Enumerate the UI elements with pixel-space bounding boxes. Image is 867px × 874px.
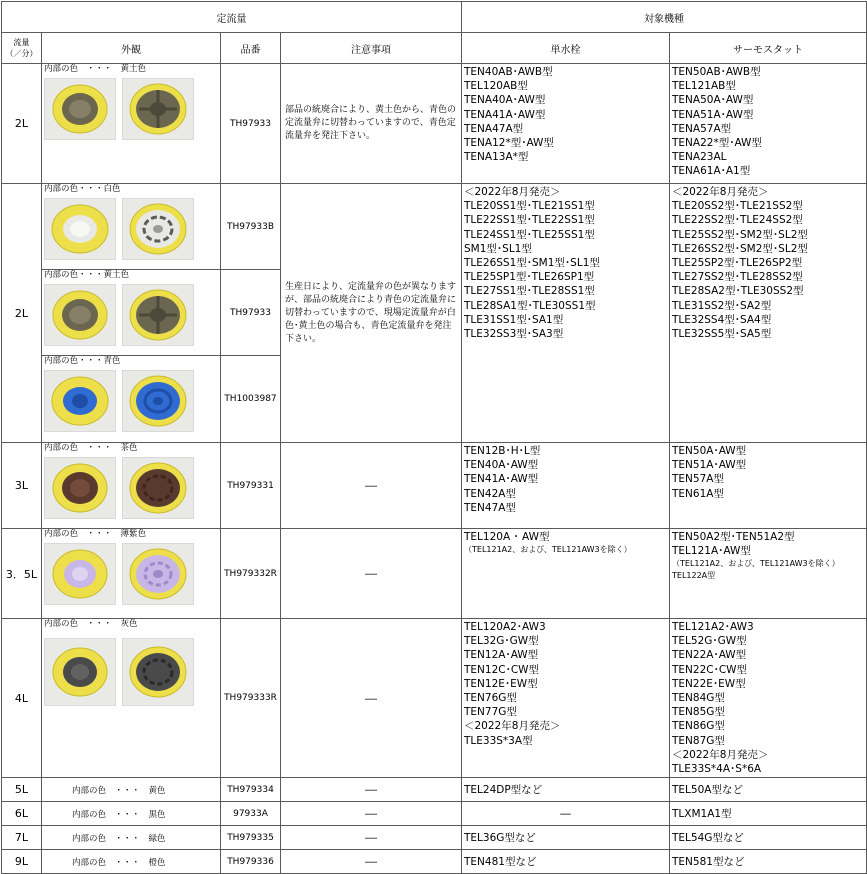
notes-cell: 生産日により、定流量弁の色が異なりますが、部品の統廃合により青色の定流量弁に切替わっていますので、現場定流量弁が白色･黄土色の場合も、青色定流量弁を発注下さい。 bbox=[281, 184, 462, 443]
flow-rate-cell: 6L bbox=[2, 802, 42, 826]
flow-rate-cell: 3L bbox=[2, 443, 42, 529]
valve-photo-back bbox=[122, 284, 194, 346]
part-number-cell: TH979332R bbox=[221, 529, 281, 619]
appearance-cell bbox=[42, 619, 221, 778]
model-item: TENA12*型･AW型 bbox=[464, 137, 554, 150]
part-number-cell: TH979333R bbox=[221, 619, 281, 778]
model-item: TEL120AB型 bbox=[464, 80, 528, 93]
model-item: TEN41A･AW型 bbox=[464, 473, 539, 486]
flow-rate-cell: 2L bbox=[2, 184, 42, 443]
model-item: TEN86G型 bbox=[672, 720, 725, 733]
single-faucet-models: TEL24DP型など bbox=[462, 778, 670, 802]
table-row bbox=[2, 64, 867, 184]
valve-photo-front bbox=[44, 198, 116, 260]
appearance-cell bbox=[42, 184, 221, 270]
table-row bbox=[2, 443, 867, 529]
notes-cell: － bbox=[281, 443, 462, 529]
notes-cell: － bbox=[281, 850, 462, 874]
model-item: TEN77G型 bbox=[464, 706, 517, 719]
inner-color-label: 内部の色・・・白色 bbox=[44, 184, 121, 194]
valve-photo-back bbox=[122, 198, 194, 260]
thermostat-models bbox=[670, 443, 867, 529]
model-item: TENA23AL bbox=[672, 151, 727, 164]
thermostat-models bbox=[670, 619, 867, 778]
model-item: TEN76G型 bbox=[464, 692, 517, 705]
thermostat-models: TEN581型など bbox=[670, 850, 867, 874]
model-item: TEN40A･AW型 bbox=[464, 459, 539, 472]
inner-color-label: 内部の色 ・・・ 茶色 bbox=[44, 443, 138, 453]
inner-color-label: 内部の色 ・・・ 橙色 bbox=[42, 850, 221, 874]
inner-color-label: 内部の色・・・青色 bbox=[44, 356, 121, 366]
flow-valve-table bbox=[1, 1, 867, 874]
flow-rate-cell: 7L bbox=[2, 826, 42, 850]
thermostat-models bbox=[670, 64, 867, 184]
valve-photo-back bbox=[122, 78, 194, 140]
table-row bbox=[2, 184, 867, 270]
inner-color-label: 内部の色 ・・・ 緑色 bbox=[42, 826, 221, 850]
model-item: TLE22SS2型･TLE24SS2型 bbox=[672, 214, 803, 227]
model-item: TLE28SA2型･TLE30SS2型 bbox=[672, 285, 804, 298]
part-number-cell: 97933A bbox=[221, 802, 281, 826]
valve-photo-front bbox=[44, 457, 116, 519]
model-item: TLE28SA1型･TLE30SS1型 bbox=[464, 299, 596, 312]
notes-cell: － bbox=[281, 619, 462, 778]
model-item: TLE20SS2型･TLE21SS2型 bbox=[672, 200, 803, 213]
model-item: TENA40A･AW型 bbox=[464, 94, 546, 107]
flow-rate-cell: 2L bbox=[2, 64, 42, 184]
header-flow-rate bbox=[2, 33, 42, 64]
model-item: TEN40AB･AWB型 bbox=[464, 66, 553, 78]
flow-rate-cell: 9L bbox=[2, 850, 42, 874]
appearance-cell bbox=[42, 356, 221, 443]
model-item: TEN50A･AW型 bbox=[672, 445, 747, 457]
part-number-cell: TH979331 bbox=[221, 443, 281, 529]
notes-cell: － bbox=[281, 778, 462, 802]
model-item: TEN85G型 bbox=[672, 706, 725, 719]
header-notes: 注意事項 bbox=[281, 33, 462, 64]
model-exclusion-note: （TEL121A2、および、TEL121AW3を除く） bbox=[464, 545, 632, 555]
model-item: TLE24SS1型･TLE25SS1型 bbox=[464, 228, 595, 241]
part-number-cell: TH979335 bbox=[221, 826, 281, 850]
single-faucet-models bbox=[462, 619, 670, 778]
inner-color-label: 内部の色 ・・・ 黒色 bbox=[42, 802, 221, 826]
model-item: SM1型･SL1型 bbox=[464, 242, 532, 255]
model-item: TEN22C･CW型 bbox=[672, 663, 748, 676]
inner-color-label: 内部の色・・・黄土色 bbox=[44, 270, 130, 280]
single-faucet-models bbox=[462, 529, 670, 619]
inner-color-label: 内部の色 ・・・ 灰色 bbox=[44, 619, 138, 629]
valve-photo-back bbox=[122, 370, 194, 432]
model-item: TLE32SS3型･SA3型 bbox=[464, 328, 564, 341]
thermostat-models: TLXM1A1型 bbox=[670, 802, 867, 826]
model-item: TEN12C･CW型 bbox=[464, 663, 540, 676]
model-item: TENA41A･AW型 bbox=[464, 108, 546, 121]
header-appearance: 外観 bbox=[42, 33, 221, 64]
notes-cell: 部品の統廃合により、黄土色から、青色の定流量弁に切替わっていますので、青色定流量弁を発注下さい。 bbox=[281, 64, 462, 184]
model-item: TENA57A型 bbox=[672, 122, 732, 135]
valve-photo-front bbox=[44, 284, 116, 346]
appearance-cell bbox=[42, 529, 221, 619]
valve-photo-back bbox=[122, 457, 194, 519]
single-faucet-models: TEN481型など bbox=[462, 850, 670, 874]
model-item: TEN12A･AW型 bbox=[464, 649, 539, 662]
thermostat-models bbox=[670, 184, 867, 443]
model-item: TLE26SS1型･SM1型･SL1型 bbox=[464, 257, 600, 270]
model-item: TEN50AB･AWB型 bbox=[672, 66, 761, 78]
part-number-cell: TH979336 bbox=[221, 850, 281, 874]
model-item: TENA50A･AW型 bbox=[672, 94, 754, 107]
model-item: TEL121A･AW型 bbox=[672, 545, 751, 558]
single-faucet-models: ― bbox=[462, 802, 670, 826]
model-item: TEN87G型 bbox=[672, 734, 725, 747]
notes-cell: － bbox=[281, 529, 462, 619]
model-item: TEN22A･AW型 bbox=[672, 649, 747, 662]
part-number-cell: TH979334 bbox=[221, 778, 281, 802]
model-exclusion-note: （TEL121A2、および、TEL121AW3を除く） bbox=[672, 559, 840, 569]
header-single-faucet: 単水栓 bbox=[462, 33, 670, 64]
model-item: ＜2022年8月発売＞ bbox=[672, 186, 769, 198]
model-item: TEN84G型 bbox=[672, 692, 725, 705]
model-item: TLE20SS1型･TLE21SS1型 bbox=[464, 200, 595, 213]
appearance-cell bbox=[42, 270, 221, 356]
model-item: TLE25SP2型･TLE26SP2型 bbox=[672, 257, 803, 270]
model-item: ＜2022年8月発売＞ bbox=[672, 748, 769, 761]
model-item: TENA22*型･AW型 bbox=[672, 137, 762, 150]
thermostat-models: TEL50A型など bbox=[670, 778, 867, 802]
inner-color-label: 内部の色 ・・・ 薄紫色 bbox=[44, 529, 147, 539]
model-item: TENA51A･AW型 bbox=[672, 108, 754, 121]
model-item: TLE31SS1型･SA1型 bbox=[464, 313, 564, 326]
valve-photo-front bbox=[44, 370, 116, 432]
thermostat-models bbox=[670, 529, 867, 619]
model-item: TLE32SS4型･SA4型 bbox=[672, 313, 772, 326]
model-item: TEL32G･GW型 bbox=[464, 635, 539, 648]
flow-rate-cell: 4L bbox=[2, 619, 42, 778]
model-item: TENA13A*型 bbox=[464, 151, 529, 164]
model-item: TLE33S*3A型 bbox=[464, 734, 533, 747]
model-item: TEN51A･AW型 bbox=[672, 459, 747, 472]
single-faucet-models bbox=[462, 184, 670, 443]
single-faucet-models: TEL36G型など bbox=[462, 826, 670, 850]
model-item: TLE27SS2型･TLE28SS2型 bbox=[672, 271, 803, 284]
model-item: TLE22SS1型･TLE22SS1型 bbox=[464, 214, 595, 227]
notes-cell: － bbox=[281, 802, 462, 826]
model-item: TEN42A型 bbox=[464, 487, 516, 500]
model-item: TEL120A ･ AW型 bbox=[464, 531, 550, 543]
flow-rate-cell: 3．5L bbox=[2, 529, 42, 619]
model-item: TEN47A型 bbox=[464, 501, 516, 514]
appearance-cell bbox=[42, 64, 221, 184]
flow-rate-cell: 5L bbox=[2, 778, 42, 802]
model-item: ＜2022年8月発売＞ bbox=[464, 186, 561, 198]
inner-color-label: 内部の色 ・・・ 黄色 bbox=[42, 778, 221, 802]
table-row bbox=[2, 802, 867, 826]
part-number-cell: TH97933 bbox=[221, 64, 281, 184]
model-item: TENA61A･A1型 bbox=[672, 165, 751, 178]
header-thermostat: サーモスタット bbox=[670, 33, 867, 64]
model-item: TLE31SS2型･SA2型 bbox=[672, 299, 772, 312]
table-row bbox=[2, 778, 867, 802]
model-item: TENA47A型 bbox=[464, 122, 524, 135]
appearance-cell bbox=[42, 443, 221, 529]
model-item: TLE25SP1型･TLE26SP1型 bbox=[464, 271, 595, 284]
model-item: TLE26SS2型･SM2型･SL2型 bbox=[672, 242, 808, 255]
model-item: TEN12B･H･L型 bbox=[464, 445, 541, 457]
model-item: TLE27SS1型･TLE28SS1型 bbox=[464, 285, 595, 298]
header-flow-unit: （／分） bbox=[5, 49, 38, 58]
header-target-group: 対象機種 bbox=[462, 2, 867, 33]
header-part-number: 品番 bbox=[221, 33, 281, 64]
valve-photo-front bbox=[44, 638, 116, 706]
single-faucet-models bbox=[462, 64, 670, 184]
model-item: TLE33S*4A･S*6A bbox=[672, 763, 762, 776]
model-item: TEL121A2･AW3 bbox=[672, 621, 754, 633]
model-item: TEL52G･GW型 bbox=[672, 635, 747, 648]
model-item: ＜2022年8月発売＞ bbox=[464, 720, 561, 733]
inner-color-label: 内部の色 ・・・ 黄土色 bbox=[44, 64, 147, 74]
model-item: TEN50A2型･TEN51A2型 bbox=[672, 531, 795, 543]
model-item: TLE32SS5型･SA5型 bbox=[672, 328, 772, 341]
single-faucet-models bbox=[462, 443, 670, 529]
header-flow-rate-label: 流量 bbox=[13, 38, 30, 47]
part-number-cell: TH1003987 bbox=[221, 356, 281, 443]
model-item: TEL121AB型 bbox=[672, 80, 736, 93]
valve-photo-front bbox=[44, 543, 116, 605]
model-item: TEL120A2･AW3 bbox=[464, 621, 546, 633]
model-item: TEL122A型 bbox=[672, 571, 716, 581]
model-item: TEN61A型 bbox=[672, 487, 724, 500]
header-flow-group: 定流量 bbox=[2, 2, 462, 33]
thermostat-models: TEL54G型など bbox=[670, 826, 867, 850]
part-number-cell: TH97933 bbox=[221, 270, 281, 356]
model-item: TEN22E･EW型 bbox=[672, 677, 746, 690]
valve-photo-back bbox=[122, 638, 194, 706]
table-row bbox=[2, 619, 867, 778]
table-row bbox=[2, 826, 867, 850]
model-item: TLE25SS2型･SM2型･SL2型 bbox=[672, 228, 808, 241]
model-item: TEN12E･EW型 bbox=[464, 677, 538, 690]
valve-photo-front bbox=[44, 78, 116, 140]
model-item: TEN57A型 bbox=[672, 473, 724, 486]
table-row bbox=[2, 529, 867, 619]
part-number-cell: TH97933B bbox=[221, 184, 281, 270]
valve-photo-back bbox=[122, 543, 194, 605]
notes-cell: － bbox=[281, 826, 462, 850]
